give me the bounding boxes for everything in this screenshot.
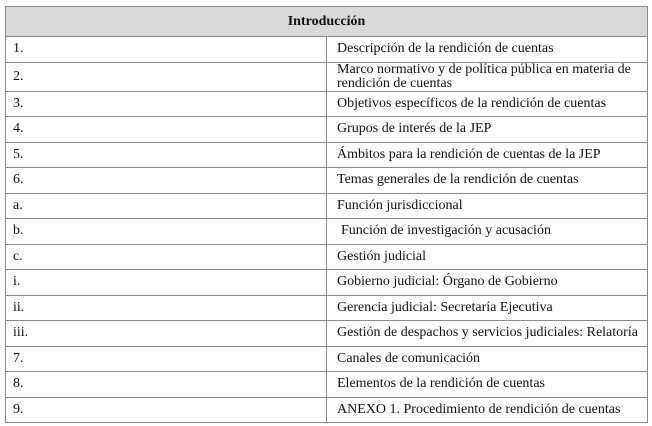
row-number: a. [6,193,327,219]
row-text: Gestión judicial [327,244,648,270]
row-number: iii. [6,321,327,347]
table-row [6,62,648,91]
row-text: Objetivos específicos de la rendición de cuentas [327,91,648,117]
row-number: i. [6,270,327,296]
row-text: Gestión de despachos y servicios judiciales: Relatoría [327,321,648,347]
row-number: 9. [6,397,327,423]
table-row [6,321,648,347]
table-row [6,270,648,296]
table-row [6,397,648,423]
row-text: Ámbitos para la rendición de cuentas de la JEP [327,142,648,168]
row-number: c. [6,244,327,270]
row-text: Gerencia judicial: Secretaría Ejecutiva [327,295,648,321]
table-row [6,37,648,63]
row-number: 4. [6,117,327,143]
header-row [6,7,648,37]
row-number: b. [6,219,327,245]
row-text: Canales de comunicación [327,346,648,372]
table-row [6,346,648,372]
row-text: Elementos de la rendición de cuentas [327,372,648,398]
table-of-contents [5,6,648,423]
row-number: 5. [6,142,327,168]
row-number: 7. [6,346,327,372]
row-text: Temas generales de la rendición de cuentas [327,168,648,194]
row-number: ii. [6,295,327,321]
table-row [6,244,648,270]
row-number: 6. [6,168,327,194]
row-text: Función de investigación y acusación [327,219,648,245]
table-row [6,117,648,143]
table-row [6,142,648,168]
row-text: Descripción de la rendición de cuentas [327,37,648,63]
row-text: Función jurisdiccional [327,193,648,219]
table-header: Introducción [6,7,648,37]
table-row [6,219,648,245]
table-row [6,168,648,194]
row-number: 1. [6,37,327,63]
table-row [6,193,648,219]
row-text: Gobierno judicial: Órgano de Gobierno [327,270,648,296]
row-number: 2. [6,62,327,91]
row-number: 8. [6,372,327,398]
table-row [6,91,648,117]
table-row [6,295,648,321]
row-text: ANEXO 1. Procedimiento de rendición de cuentas [327,397,648,423]
row-text: Marco normativo y de política pública en materia de rendición de cuentas [327,62,648,91]
table-row [6,372,648,398]
row-number: 3. [6,91,327,117]
row-text: Grupos de interés de la JEP [327,117,648,143]
